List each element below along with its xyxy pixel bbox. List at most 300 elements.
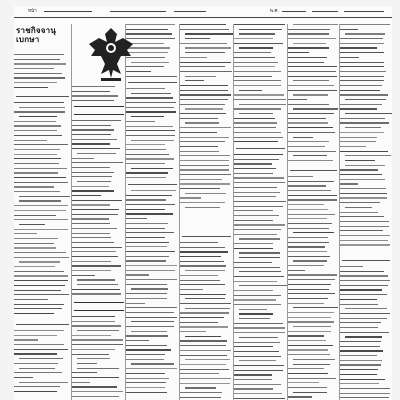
text-line: [288, 214, 335, 215]
text-line: [288, 38, 336, 39]
text-line: [288, 195, 337, 196]
text-line: [180, 397, 221, 398]
text-line: [180, 364, 226, 365]
text-line: [340, 66, 384, 67]
text-line: [180, 137, 229, 138]
text-line: [234, 196, 276, 197]
text-line: [288, 185, 326, 186]
text-line: [340, 57, 359, 58]
text-line: [14, 182, 68, 183]
text-line: [14, 335, 57, 336]
text-line: [126, 177, 166, 178]
text-line: [340, 271, 384, 272]
text-line: [126, 218, 147, 219]
text-line: [180, 197, 201, 198]
text-line: [14, 238, 58, 239]
text-line: [14, 233, 37, 234]
text-line: [72, 270, 111, 271]
text-line: [126, 368, 177, 369]
text-line: [14, 344, 64, 345]
text-line: [126, 298, 167, 299]
text-line: [234, 163, 272, 164]
text-line: [72, 325, 121, 326]
text-line: [288, 118, 326, 119]
text-line: [340, 197, 387, 198]
text-line: [234, 141, 278, 142]
text-line: [340, 38, 383, 39]
text-line: [185, 193, 226, 194]
text-line: [14, 271, 64, 272]
text-line: [288, 76, 337, 77]
text-line: [234, 132, 281, 133]
heading-box: [74, 302, 124, 311]
text-line: [77, 358, 110, 359]
text-line: [72, 214, 118, 215]
text-line: [72, 256, 118, 257]
text-line: [180, 289, 203, 290]
text-line: [234, 332, 285, 333]
text-line: [72, 209, 119, 210]
text-line: [180, 294, 226, 295]
text-line: [14, 349, 68, 350]
text-block: [234, 154, 287, 400]
text-line: [72, 293, 121, 294]
text-line: [126, 303, 145, 304]
text-line: [340, 266, 363, 267]
text-line: [126, 199, 166, 200]
text-line: [19, 107, 65, 108]
text-line: [180, 113, 226, 114]
text-line: [185, 336, 221, 337]
text-line: [14, 87, 48, 88]
text-line: [234, 137, 283, 138]
text-line: [345, 127, 381, 128]
text-line: [126, 293, 167, 294]
text-line: [14, 140, 47, 141]
text-line: [131, 331, 167, 332]
text-line: [72, 242, 114, 243]
text-line: [340, 341, 381, 342]
text-line: [234, 99, 286, 100]
text-line: [345, 155, 391, 156]
text-line: [234, 210, 273, 211]
text-line: [14, 243, 54, 244]
text-line: [288, 246, 325, 247]
text-line: [14, 339, 38, 340]
text-line: [288, 368, 324, 369]
text-line: [234, 192, 280, 193]
text-line: [14, 73, 62, 74]
header-date-label: พ.ศ.: [270, 9, 279, 14]
text-line: [234, 122, 277, 123]
text-line: [126, 251, 175, 252]
text-line: [14, 163, 59, 164]
text-line: [239, 29, 282, 30]
text-line: [340, 52, 384, 53]
text-line: [288, 349, 328, 350]
text-line: [126, 345, 167, 346]
text-line: [234, 154, 283, 155]
text-line: [293, 392, 327, 393]
text-line: [288, 387, 327, 388]
text-line: [340, 179, 385, 180]
text-line: [340, 289, 382, 290]
text-line: [126, 111, 176, 112]
text-line: [288, 223, 332, 224]
text-line: [126, 270, 175, 271]
text-block: [72, 316, 125, 400]
text-line: [180, 326, 228, 327]
text-line: [288, 104, 329, 105]
text-block: [14, 54, 71, 92]
text-line: [126, 33, 172, 34]
text-line: [288, 289, 329, 290]
text-line: [288, 242, 329, 243]
text-line: [234, 177, 284, 178]
text-line: [185, 387, 216, 388]
text-line: [234, 173, 273, 174]
text-line: [234, 342, 280, 343]
text-line: [288, 317, 331, 318]
column: [180, 24, 234, 400]
text-line: [239, 309, 267, 310]
text-line: [126, 66, 164, 67]
text-line: [340, 322, 381, 323]
text-line: [14, 252, 66, 253]
text-line: [72, 251, 116, 252]
text-line: [288, 132, 335, 133]
text-line: [14, 149, 60, 150]
text-block: [234, 24, 287, 146]
text-line: [14, 363, 58, 364]
text-line: [185, 270, 225, 271]
text-line: [131, 190, 176, 191]
text-line: [180, 169, 229, 170]
text-line: [126, 144, 165, 145]
text-line: [234, 182, 285, 183]
column: [340, 24, 392, 400]
text-line: [234, 215, 279, 216]
text-line: [288, 256, 330, 257]
text-line: [180, 90, 228, 91]
text-line: [340, 374, 377, 375]
text-line: [126, 97, 173, 98]
text-line: [340, 94, 388, 95]
text-line: [239, 238, 280, 239]
text-line: [19, 382, 68, 383]
text-line: [72, 218, 109, 219]
text-line: [234, 201, 286, 202]
text-line: [72, 195, 101, 196]
text-line: [131, 168, 173, 169]
divider: [342, 260, 390, 261]
text-line: [14, 177, 66, 178]
text-line: [126, 135, 175, 136]
text-line: [288, 284, 331, 285]
text-line: [185, 308, 230, 309]
text-line: [340, 193, 387, 194]
text-line: [239, 33, 275, 34]
text-line: [288, 57, 327, 58]
text-line: [19, 358, 63, 359]
text-line: [126, 335, 168, 336]
text-line: [340, 346, 380, 347]
text-line: [340, 76, 384, 77]
text-line: [19, 200, 61, 201]
text-line: [126, 359, 164, 360]
text-line: [72, 176, 112, 177]
text-line: [288, 141, 329, 142]
text-line: [340, 43, 384, 44]
text-line: [340, 183, 358, 184]
text-line: [72, 289, 120, 290]
text-line: [293, 307, 338, 308]
text-line: [131, 62, 169, 63]
text-line: [126, 340, 149, 341]
text-line: [340, 132, 384, 133]
header-text-block: [282, 11, 306, 12]
text-block: [126, 24, 179, 80]
text-line: [288, 85, 334, 86]
text-line: [180, 303, 231, 304]
text-line: [72, 200, 122, 201]
text-line: [234, 118, 275, 119]
text-line: [72, 316, 115, 317]
text-line: [77, 284, 118, 285]
text-line: [234, 393, 282, 394]
text-line: [340, 388, 390, 389]
text-line: [131, 140, 174, 141]
text-line: [14, 353, 57, 354]
text-line: [288, 340, 326, 341]
text-line: [14, 158, 61, 159]
text-block: [126, 190, 179, 396]
text-line: [288, 274, 337, 275]
text-line: [340, 151, 388, 152]
text-line: [72, 382, 90, 383]
text-line: [288, 29, 330, 30]
text-line: [14, 172, 58, 173]
text-line: [14, 247, 56, 248]
text-line: [288, 71, 336, 72]
text-line: [180, 85, 228, 86]
text-line: [126, 158, 174, 159]
text-line: [288, 151, 336, 152]
text-line: [14, 82, 57, 83]
heading-box: [74, 106, 124, 115]
text-line: [234, 187, 277, 188]
text-line: [234, 281, 277, 282]
text-line: [239, 318, 270, 319]
text-line: [288, 293, 335, 294]
text-line: [293, 359, 335, 360]
text-line: [288, 382, 319, 383]
text-line: [234, 62, 278, 63]
text-line: [126, 38, 175, 39]
text-line: [293, 260, 327, 261]
text-line: [14, 135, 62, 136]
text-line: [180, 340, 227, 341]
text-line: [288, 321, 334, 322]
text-line: [126, 312, 174, 313]
text-line: [340, 369, 378, 370]
text-line: [180, 183, 230, 184]
text-line: [234, 365, 284, 366]
text-line: [126, 24, 175, 25]
text-line: [14, 144, 68, 145]
text-line: [180, 256, 221, 257]
text-line: [72, 354, 109, 355]
header-text-block: [174, 11, 206, 12]
text-line: [126, 102, 176, 103]
divider: [182, 236, 231, 237]
text-line: [72, 386, 117, 387]
text-line: [234, 127, 276, 128]
text-line: [72, 349, 115, 350]
text-line: [234, 168, 276, 169]
text-line: [288, 218, 327, 219]
text-line: [234, 276, 284, 277]
text-line: [288, 62, 324, 63]
text-line: [14, 372, 62, 373]
text-line: [239, 47, 273, 48]
text-line: [126, 223, 168, 224]
column: [288, 24, 340, 400]
text-line: [180, 378, 231, 379]
text-line: [126, 29, 168, 30]
text-line: [293, 108, 338, 109]
text-line: [72, 261, 111, 262]
text-line: [185, 38, 210, 39]
text-line: [126, 228, 165, 229]
text-line: [126, 317, 177, 318]
text-line: [72, 186, 109, 187]
text-line: [72, 148, 120, 149]
text-line: [345, 207, 372, 208]
text-line: [288, 209, 328, 210]
text-line: [340, 118, 385, 119]
text-line: [340, 29, 358, 30]
text-line: [126, 382, 166, 383]
text-line: [19, 368, 55, 369]
text-line: [14, 304, 64, 305]
text-line: [126, 154, 169, 155]
text-line: [293, 364, 330, 365]
text-line: [345, 99, 386, 100]
text-line: [72, 162, 123, 163]
text-line: [180, 118, 218, 119]
text-line: [14, 308, 62, 309]
text-line: [345, 113, 392, 114]
text-block: [72, 120, 125, 298]
text-line: [234, 71, 281, 72]
text-line: [14, 68, 54, 69]
text-line: [288, 228, 329, 229]
text-line: [340, 62, 384, 63]
text-line: [14, 210, 66, 211]
text-line: [180, 280, 220, 281]
text-line: [14, 111, 65, 112]
text-line: [340, 216, 384, 217]
text-line: [180, 29, 229, 30]
text-line: [14, 54, 64, 55]
text-line: [14, 59, 60, 60]
text-line: [345, 336, 382, 337]
text-line: [126, 378, 169, 379]
text-line: [126, 126, 173, 127]
text-line: [288, 176, 313, 177]
text-line: [234, 295, 281, 296]
text-line: [180, 188, 220, 189]
column: [14, 24, 72, 400]
text-line: [126, 130, 175, 131]
text-line: [72, 237, 111, 238]
text-line: [126, 373, 165, 374]
text-line: [288, 146, 325, 147]
text-line: [180, 71, 232, 72]
text-line: [180, 261, 224, 262]
text-line: [288, 335, 324, 336]
text-line: [180, 66, 225, 67]
text-line: [131, 116, 164, 117]
text-line: [180, 251, 228, 252]
text-line: [288, 99, 307, 100]
text-line: [180, 322, 218, 323]
text-line: [340, 327, 378, 328]
text-line: [234, 388, 273, 389]
text-line: [14, 215, 56, 216]
text-line: [14, 154, 57, 155]
text-line: [72, 129, 114, 130]
text-line: [239, 271, 281, 272]
text-line: [293, 137, 313, 138]
text-line: [234, 66, 275, 67]
text-line: [340, 364, 381, 365]
text-line: [288, 190, 331, 191]
text-line: [72, 321, 115, 322]
text-block: [180, 242, 233, 400]
text-line: [345, 160, 375, 161]
text-line: [72, 391, 123, 392]
text-line: [234, 220, 273, 221]
text-block: [340, 24, 392, 249]
text-line: [345, 165, 385, 166]
text-line: [126, 163, 165, 164]
text-line: [77, 363, 97, 364]
text-block: [288, 176, 339, 400]
text-line: [340, 304, 378, 305]
text-line: [14, 280, 68, 281]
column: [234, 24, 288, 400]
text-line: [234, 159, 279, 160]
text-line: [234, 234, 277, 235]
text-line: [131, 321, 174, 322]
text-line: [288, 47, 329, 48]
text-line: [288, 181, 334, 182]
text-line: [340, 47, 377, 48]
text-line: [293, 43, 326, 44]
text-line: [14, 191, 60, 192]
header-text-block: [344, 11, 384, 12]
text-line: [126, 237, 165, 238]
text-line: [14, 168, 67, 169]
text-line: [185, 80, 204, 81]
page-label: หน้า: [28, 9, 37, 14]
text-line: [239, 252, 280, 253]
text-line: [14, 290, 61, 291]
column: [72, 24, 126, 400]
text-line: [288, 265, 324, 266]
